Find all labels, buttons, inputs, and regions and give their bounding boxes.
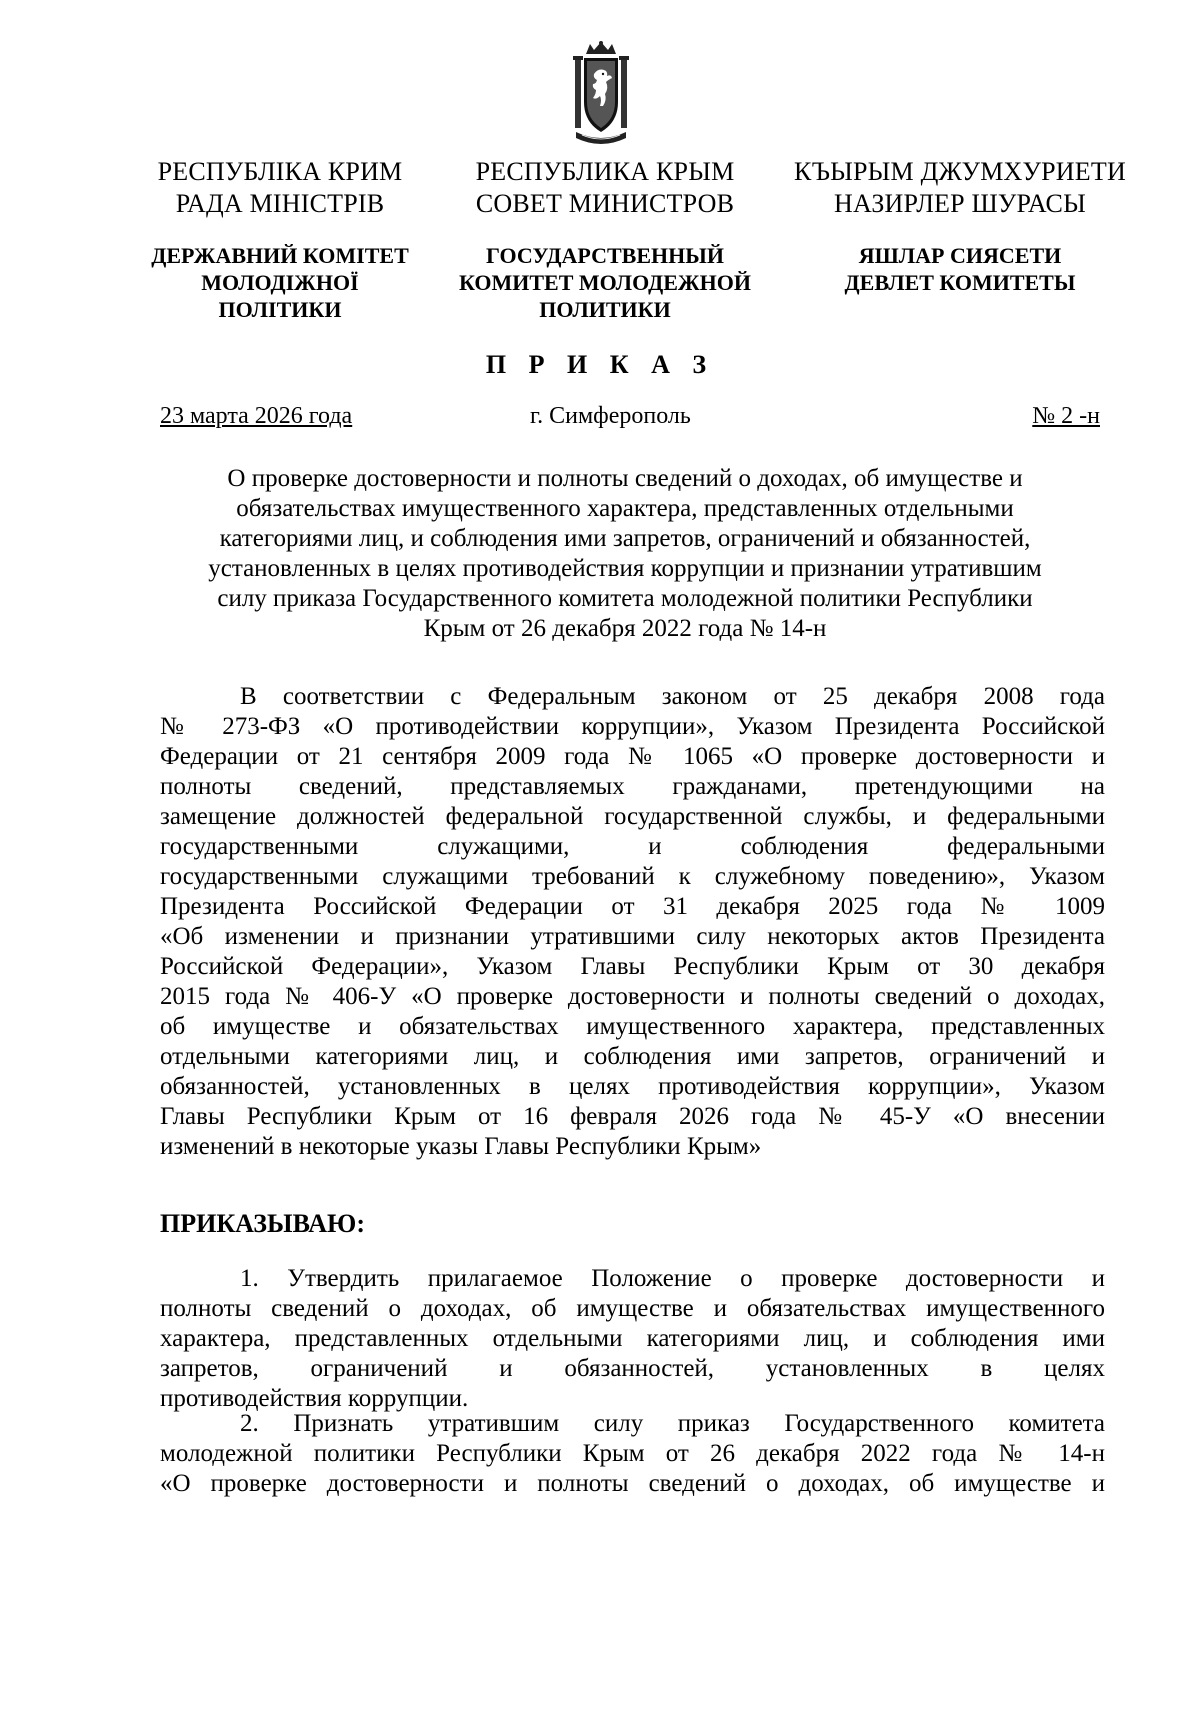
document-title <box>140 464 1110 644</box>
title-line: обязательствах имущественного характера, представленных отдельными <box>236 495 1014 522</box>
preamble-line: «Об изменении и признании утратившими силу некоторых актов Президента <box>160 923 1105 950</box>
order-item-2 <box>160 1409 1105 1499</box>
title-line: категориями лиц, и соблюдения ими запретов, ограничений и обязанностей, <box>219 525 1031 552</box>
item-line: молодежной политики Республики Крым от 26 декабря 2022 года № 14-н <box>160 1440 1105 1467</box>
document-city: г. Симферополь <box>530 403 691 429</box>
item-line: 2. Признать утратившим силу приказ Государственного комитета <box>240 1410 1105 1437</box>
title-line: установленных в целях противодействия коррупции и признании утратившим <box>208 555 1042 582</box>
preamble-line: Федерации от 21 сентября 2009 года № 1065 «О проверке достоверности и <box>160 743 1105 770</box>
preamble-line: Российской Федерации», Указом Главы Республики Крым от 30 декабря <box>160 953 1105 980</box>
department-line: КОМИТЕТ МОЛОДЕЖНОЙ <box>458 270 751 295</box>
preamble-paragraph <box>160 682 1105 1162</box>
header-russian <box>445 156 765 220</box>
department-line: МОЛОДІЖНОЇ <box>201 270 359 295</box>
item-line: запретов, ограничений и обязанностей, установленных в целях <box>160 1355 1105 1382</box>
item-line: противодействия коррупции. <box>160 1385 469 1412</box>
title-line: силу приказа Государственного комитета молодежной политики Республики <box>217 585 1033 612</box>
department-line: ГОСУДАРСТВЕННЫЙ <box>486 243 724 268</box>
preamble-line: В соответствии с Федеральным законом от 25 декабря 2008 года <box>240 683 1105 710</box>
department-line: ПОЛИТИКИ <box>539 297 671 322</box>
preamble-line: государственными служащими, и соблюдения федеральными <box>160 833 1105 860</box>
preamble-line: обязанностей, установленных в целях противодействия коррупции», Указом <box>160 1073 1105 1100</box>
preamble-line: 2015 года № 406-У «О проверке достоверности и полноты сведений о доходах, <box>160 983 1105 1010</box>
preamble-line: об имуществе и обязательствах имущественного характера, представленных <box>160 1013 1105 1040</box>
crimea-coat-of-arms-icon <box>572 40 630 148</box>
department-line: ЯШЛАР СИЯСЕТИ <box>858 243 1062 268</box>
document-number: № 2 -н <box>1032 403 1100 429</box>
document-meta-row <box>160 403 1100 435</box>
preamble-line: Президента Российской Федерации от 31 декабря 2025 года № 1009 <box>160 893 1105 920</box>
department-line: ДЕРЖАВНИЙ КОМІТЕТ <box>151 243 409 268</box>
header-ukrainian-republic: РЕСПУБЛІКА КРИМ <box>157 157 403 186</box>
department-line: ДЕВЛЕТ КОМИТЕТЫ <box>844 270 1076 295</box>
document-date: 23 марта 2026 года <box>160 403 353 429</box>
header-russian-republic: РЕСПУБЛИКА КРЫМ <box>475 157 735 186</box>
order-directive: ПРИКАЗЫВАЮ: <box>160 1209 365 1238</box>
preamble-line: полноты сведений, представляемых гражданами, претендующими на <box>160 773 1105 800</box>
preamble-line: Главы Республики Крым от 16 февраля 2026 года № 45-У «О внесении <box>160 1103 1105 1130</box>
header-ukrainian-council: РАДА МІНІСТРІВ <box>175 189 385 218</box>
header-crimean-tatar <box>780 156 1140 220</box>
title-line: Крым от 26 декабря 2022 года № 14-н <box>423 615 827 642</box>
header-crimean-tatar-council: НАЗИРЛЕР ШУРАСЫ <box>834 189 1086 218</box>
item-line: полноты сведений о доходах, об имуществе и обязательствах имущественного <box>160 1295 1105 1322</box>
title-line: О проверке достоверности и полноты сведений о доходах, об имуществе и <box>227 465 1023 492</box>
preamble-line: № 273-ФЗ «О противодействии коррупции», Указом Президента Российской <box>160 713 1105 740</box>
department-ukrainian <box>130 242 430 323</box>
department-names <box>130 242 1140 323</box>
item-line: «О проверке достоверности и полноты сведений о доходах, об имуществе и <box>160 1470 1105 1497</box>
preamble-line: изменений в некоторые указы Главы Республики Крым» <box>160 1133 762 1160</box>
department-line: ПОЛІТИКИ <box>218 297 342 322</box>
order-item-1 <box>160 1264 1105 1414</box>
item-line: 1. Утвердить прилагаемое Положение о проверке достоверности и <box>240 1265 1105 1292</box>
header-ukrainian <box>130 156 430 220</box>
preamble-line: отдельными категориями лиц, и соблюдения ими запретов, ограничений и <box>160 1043 1105 1070</box>
department-russian <box>445 242 765 323</box>
item-line: характера, представленных отдельными категориями лиц, и соблюдения ими <box>160 1325 1105 1352</box>
trilingual-header <box>130 156 1140 220</box>
document-type-heading: П Р И К А З <box>485 350 715 379</box>
department-crimean-tatar <box>780 242 1140 323</box>
preamble-line: государственными служащими требований к служебному поведению», Указом <box>160 863 1105 890</box>
header-crimean-tatar-republic: КЪЫРЫМ ДЖУМХУРИЕТИ <box>794 157 1126 186</box>
preamble-line: замещение должностей федеральной государственной службы, и федеральными <box>160 803 1105 830</box>
header-russian-council: СОВЕТ МИНИСТРОВ <box>475 189 735 218</box>
